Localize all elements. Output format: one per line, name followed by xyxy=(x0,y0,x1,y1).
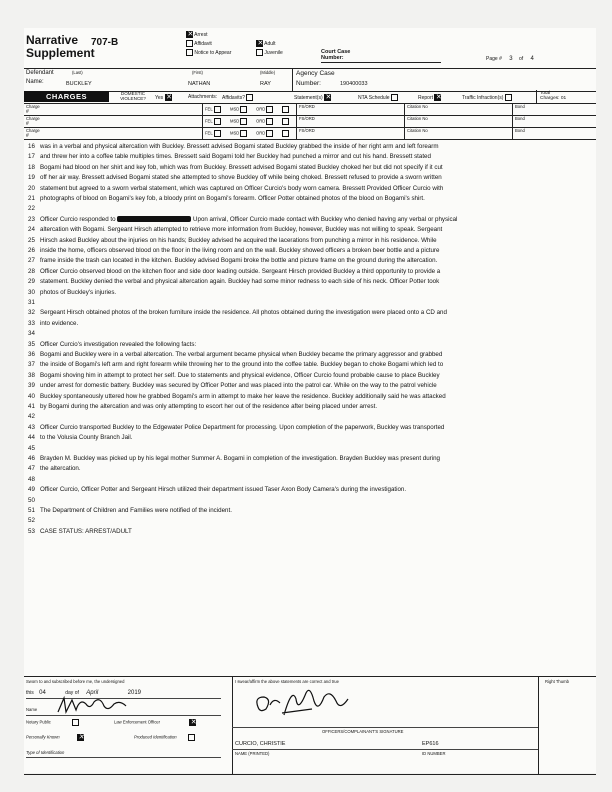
notary-signature xyxy=(54,694,134,716)
line-number: 31 xyxy=(28,299,35,306)
fel-checkbox[interactable] xyxy=(214,106,221,113)
title-line-2: Supplement xyxy=(26,46,95,60)
line-text: off her air way. Bressett advised Bogami stated she attempted to shove Buckley off while being choked. Bressett refused to provide a sworn written xyxy=(40,174,442,182)
dv-yes-checkbox[interactable] xyxy=(165,94,172,101)
narrative-line xyxy=(28,392,594,402)
narrative-line xyxy=(28,184,594,194)
court-case-underline xyxy=(321,62,441,63)
line-number: 39 xyxy=(28,382,35,390)
msd-option xyxy=(230,130,247,137)
line-number: 36 xyxy=(28,351,35,358)
court-case-number xyxy=(321,49,350,61)
charge-line xyxy=(24,127,596,139)
citation-label: Citation No xyxy=(407,128,428,133)
narrative-line xyxy=(28,277,594,287)
produced-id-checkbox[interactable] xyxy=(188,734,195,741)
fel-label: FEL xyxy=(205,118,213,124)
name-printed-label: NAME (PRINTED) xyxy=(235,751,270,756)
narrative-line xyxy=(28,256,594,266)
narrative-line xyxy=(28,246,594,256)
narrative-line xyxy=(28,464,594,474)
charges-bar-row xyxy=(24,90,596,104)
adult-label: Adult xyxy=(264,41,276,47)
charge-number: # xyxy=(26,109,29,115)
line-text: Bogami shoving him in attempt to protect her self. Due to statements and physical evidence, Officer Curcio found probable cause to place Buckley xyxy=(40,371,440,379)
page-current: 3 xyxy=(509,56,513,62)
line-text: the altercation. xyxy=(40,465,81,473)
line-number: 30 xyxy=(28,288,35,296)
notary-name-label: Name xyxy=(26,707,38,712)
narrative-line xyxy=(28,496,594,506)
redaction-bar xyxy=(117,216,191,222)
statements-checkbox[interactable] xyxy=(324,94,331,101)
line-number: 48 xyxy=(28,475,35,483)
narrative-supplement-form xyxy=(24,28,596,773)
line-number: 35 xyxy=(28,340,35,348)
right-thumb-box xyxy=(538,677,597,774)
notary-block xyxy=(24,677,233,774)
divider xyxy=(292,69,293,91)
arrest-checkbox[interactable] xyxy=(186,31,193,38)
narrative-line xyxy=(28,340,594,350)
divider xyxy=(202,115,203,127)
charges-header: CHARGES xyxy=(24,91,109,102)
affidavits-checkbox[interactable] xyxy=(246,94,253,101)
this-label: this xyxy=(26,690,34,696)
fel-label: FEL xyxy=(205,106,213,112)
page-label: Page # xyxy=(486,56,502,62)
line-text: CASE STATUS: ARREST/ADULT xyxy=(40,527,132,535)
fel-label: FEL xyxy=(205,130,213,136)
narrative-line xyxy=(28,381,594,391)
fel-option xyxy=(205,106,221,113)
leo-checkbox[interactable] xyxy=(189,719,196,726)
divider xyxy=(202,103,203,115)
citation-label: Citation No xyxy=(407,104,428,109)
line-text: and threw her into a coffee table multiples times. Bressett said Bogami told her Buckley had punched a mirror and cut his hand. Bressett stated xyxy=(40,153,431,161)
page-indicator xyxy=(486,56,534,62)
agency-case-number: 190400033 xyxy=(340,81,368,87)
narrative-line xyxy=(28,402,594,412)
day-of-label: day of xyxy=(65,690,79,696)
narrative-line xyxy=(28,204,594,214)
line-number: 34 xyxy=(28,330,35,338)
divider xyxy=(512,115,513,127)
divider xyxy=(296,127,297,139)
line-text: Hirsch asked Buckley about the injuries on his hands; Buckley advised he acquired the lacerations from punching a mirror in his residence. While xyxy=(40,236,437,244)
line-text: statement. Buckley denied the verbal and physical altercation again. Buckley had some minor redness to each side of his neck. Officer Potter took xyxy=(40,278,440,286)
line-number: 51 xyxy=(28,507,35,514)
notice-to-appear-checkbox[interactable] xyxy=(186,49,193,56)
narrative-line xyxy=(28,308,594,318)
line-text: statement but agreed to a sworn verbal statement, which was captured on Officer Curcio's body worn camera. Bressett Provided Officer Curcio with xyxy=(40,184,444,192)
narrative-line xyxy=(28,485,594,495)
form-number: 707-B xyxy=(91,37,119,48)
defendant-label: Defendant xyxy=(26,70,54,76)
narrative-line xyxy=(28,350,594,360)
report xyxy=(418,94,441,101)
extra-checkbox[interactable] xyxy=(282,106,289,113)
fel-option xyxy=(205,130,221,137)
middle-label: (Middle) xyxy=(260,70,276,75)
domestic-violence-label: DOMESTIC VIOLENCE? xyxy=(120,91,146,101)
charge-number: # xyxy=(26,121,29,127)
statements xyxy=(294,94,331,101)
narrative-line xyxy=(28,173,594,183)
divider xyxy=(296,103,297,115)
signature-line xyxy=(232,727,538,728)
line-number: 18 xyxy=(28,163,35,171)
personally-known xyxy=(26,734,84,741)
msd-checkbox[interactable] xyxy=(240,118,247,125)
charge-number: # xyxy=(26,133,29,139)
nta-schedule xyxy=(358,94,398,101)
line-number: 19 xyxy=(28,174,35,182)
line-number: 43 xyxy=(28,423,35,431)
divider xyxy=(296,115,297,127)
line-number: 24 xyxy=(28,226,35,234)
affidavit-label: Affidavit xyxy=(194,41,212,47)
msd-label: MSD xyxy=(230,130,240,136)
name-underline xyxy=(26,715,221,716)
fel-option xyxy=(205,118,221,125)
line-number: 21 xyxy=(28,195,35,202)
juvenile-checkbox[interactable] xyxy=(256,49,263,56)
notary-public xyxy=(26,719,79,726)
attachments-label: Attachments: xyxy=(188,94,218,100)
agency-number-label: Number: xyxy=(296,80,321,87)
age-type-checkboxes xyxy=(256,40,283,58)
citation-label: Citation No xyxy=(407,116,428,121)
nta-schedule-label: NTA Schedule xyxy=(358,94,390,101)
affirm-label: I swear/affirm the above statements are correct and true xyxy=(235,679,339,684)
officer-signature xyxy=(252,683,362,723)
charge-label: Charge xyxy=(26,104,40,109)
sworn-day: 04 xyxy=(39,690,46,696)
line-number: 49 xyxy=(28,486,35,494)
line-text: inside the home, officers observed blood on the floor in the living room and on the wall. Buckley showed officers a broken beer bottle and a picture xyxy=(40,247,440,254)
line-text: altercation with Bogami. Sergeant Hirsch attempted to retrieve more information from Buckley, however, Buckley was not willing to speak. Sergeant xyxy=(40,226,443,234)
right-thumb-label: Right Thumb xyxy=(545,679,569,684)
line-text: photographs of blood on Bogami's key fob, a bloody print on Bogami's forearm. Officer Potter obtained photos of the blood on Bogami's shirt. xyxy=(40,195,425,202)
ord-label: ORD xyxy=(256,106,266,112)
line-text: under arrest for domestic battery. Buckley was secured by Officer Potter and was placed into the patrol car. While on the way to the patrol vehicle xyxy=(40,382,437,390)
narrative-line xyxy=(28,454,594,464)
form-title xyxy=(26,34,95,60)
line-number: 27 xyxy=(28,257,35,265)
notice-to-appear-label: Notice to Appear xyxy=(194,50,232,56)
fs-ord-label: FS/ORD xyxy=(299,128,315,133)
narrative-line xyxy=(28,360,594,370)
defendant-middle-name: RAY xyxy=(260,81,271,87)
divider xyxy=(512,127,513,139)
agency-case-label: Agency Case xyxy=(296,70,335,77)
narrative-line xyxy=(28,423,594,433)
divider xyxy=(404,103,405,115)
line-text: Officer Curcio transported Buckley to the Edgewater Police Department for processing. Upon completion of the paperwork, Buckley was transported xyxy=(40,423,445,431)
msd-option xyxy=(230,118,247,125)
divider xyxy=(202,127,203,139)
narrative-line xyxy=(28,444,594,454)
line-number: 17 xyxy=(28,153,35,161)
affidavits-label: Affidavits? xyxy=(222,94,245,101)
line-number: 20 xyxy=(28,184,35,192)
msd-label: MSD xyxy=(230,106,240,112)
dv-yes xyxy=(155,94,172,101)
first-label: (First) xyxy=(192,70,203,75)
narrative-line xyxy=(28,225,594,235)
narrative-line xyxy=(28,267,594,277)
divider xyxy=(404,127,405,139)
ord-checkbox[interactable] xyxy=(266,118,273,125)
narrative-line xyxy=(28,329,594,339)
footer-section xyxy=(24,676,596,775)
ord-option xyxy=(256,130,273,137)
sworn-label: Sworn to and subscribed before me, the undersigned xyxy=(26,679,125,684)
narrative-body xyxy=(24,139,596,679)
officer-id: EP616 xyxy=(422,741,439,747)
msd-label: MSD xyxy=(230,118,240,124)
narrative-line xyxy=(28,516,594,526)
fel-checkbox[interactable] xyxy=(214,130,221,137)
defendant-last-name: BUCKLEY xyxy=(66,81,92,87)
line-number: 42 xyxy=(28,413,35,421)
divider xyxy=(536,90,537,103)
bond-label: Bond xyxy=(515,128,525,133)
divider xyxy=(404,115,405,127)
line-text: Officer Curcio, Officer Potter and Sergeant Hirsch utilized their department issued Taser Axon Body Camera's during the investigation. xyxy=(40,486,407,494)
personally-known-label: Personally Known xyxy=(26,734,60,740)
title-line-1: Narrative xyxy=(26,33,79,47)
extra-checkbox[interactable] xyxy=(282,130,289,137)
line-text: Officer Curcio observed blood on the kitchen floor and side door leading outside. Sergeant Hirsch provided Buckley a third opportunity to provide a xyxy=(40,267,441,275)
line-text: Bogami and Buckley were in a verbal altercation. The verbal argument became physical when Buckley became the primary aggressor and grabbed xyxy=(40,351,443,358)
msd-checkbox[interactable] xyxy=(240,130,247,137)
page-of: of xyxy=(518,56,524,62)
statements-label: Statement(s) xyxy=(294,94,323,101)
narrative-line xyxy=(28,194,594,204)
line-number: 53 xyxy=(28,527,35,535)
fel-checkbox[interactable] xyxy=(214,118,221,125)
last-label: (Last) xyxy=(72,70,83,75)
narrative-line xyxy=(28,298,594,308)
narrative-line xyxy=(28,371,594,381)
total-charges-label: Charges: xyxy=(540,96,560,101)
line-text: Buckley spontaneously uttered how he grabbed Bogami's arm in attempt to make her leave the residence. Buckley additionally said he was attacked xyxy=(40,392,446,400)
page-total: 4 xyxy=(530,56,534,62)
line-text: Sergeant Hirsch obtained photos of the broken furniture inside the residence. All photos obtained during the investigation were placed onto a CD and xyxy=(40,309,447,317)
charge-label: Charge xyxy=(26,116,40,121)
narrative-line xyxy=(28,152,594,162)
narrative-line xyxy=(28,236,594,246)
report-label: Report xyxy=(418,94,434,101)
narrative-line xyxy=(28,506,594,516)
defendant-row xyxy=(24,68,596,92)
charge-lines xyxy=(24,103,596,140)
line-number: 41 xyxy=(28,403,35,410)
line-number: 22 xyxy=(28,205,35,213)
line-number: 26 xyxy=(28,247,35,254)
line-number: 40 xyxy=(28,392,35,400)
juvenile-label: Juvenile xyxy=(264,50,283,56)
notary-public-label: Notary Public xyxy=(26,719,51,725)
line-number: 16 xyxy=(28,143,35,150)
narrative-line xyxy=(28,288,594,298)
extra-checkbox[interactable] xyxy=(282,118,289,125)
line-text: to the Volusia County Branch Jail. xyxy=(40,434,133,442)
line-number: 37 xyxy=(28,361,35,369)
line-text: The Department of Children and Families were notified of the incident. xyxy=(40,507,232,514)
leo xyxy=(114,719,196,726)
narrative-line xyxy=(28,412,594,422)
line-text: by Bogami during the altercation and was only attempting to escort her out of the residence after being placed under arrest. xyxy=(40,403,378,410)
report-type-checkboxes xyxy=(186,31,231,58)
id-number-label: ID NUMBER xyxy=(422,751,446,756)
dv-yes-label: Yes xyxy=(155,94,164,101)
line-text: Bogami had blood on her shirt and key fob, which was from Buckley. Bressett advised Bogami stated Buckley choked her but did not specify if it cut xyxy=(40,163,443,171)
traffic-infraction-label: Traffic Infraction(s) xyxy=(462,94,504,101)
line-number: 52 xyxy=(28,517,35,525)
defendant-first-name: NATHAN xyxy=(188,81,211,87)
msd-option xyxy=(230,106,247,113)
leo-label: Law Enforcement Officer xyxy=(114,719,161,725)
ord-label: ORD xyxy=(256,130,266,136)
produced-id-label: Produced Identification xyxy=(134,734,177,740)
narrative-line xyxy=(28,215,594,225)
line-number: 23 xyxy=(28,215,35,223)
line-number: 44 xyxy=(28,434,35,442)
type-of-identification-label: Type of Identification xyxy=(26,750,65,755)
line-text: frame inside the trash can located in the kitchen. Buckley advised Bogami broke the bottle and picture frame on the ground during the altercation. xyxy=(40,257,438,265)
officer-block xyxy=(232,677,538,774)
court-case-label: Court Case xyxy=(321,49,351,55)
personally-known-checkbox[interactable] xyxy=(77,734,84,741)
narrative-line xyxy=(28,163,594,173)
line-text: photos of Buckley's injuries. xyxy=(40,288,117,296)
line-number: 47 xyxy=(28,465,35,473)
bond-label: Bond xyxy=(515,116,525,121)
ord-checkbox[interactable] xyxy=(266,106,273,113)
fs-ord-label: FS/ORD xyxy=(299,116,315,121)
line-number: 45 xyxy=(28,444,35,452)
adult-checkbox[interactable] xyxy=(256,40,263,47)
sworn-year: 2019 xyxy=(127,690,142,696)
line-number: 46 xyxy=(28,455,35,462)
sworn-month: April xyxy=(86,690,99,696)
fs-ord-label: FS/ORD xyxy=(299,104,315,109)
ord-checkbox[interactable] xyxy=(266,130,273,137)
name-label: Name: xyxy=(26,79,44,85)
ord-label: ORD xyxy=(256,118,266,124)
line-text: Officer Curcio's investigation revealed the following facts: xyxy=(40,340,197,348)
traffic-infraction-checkbox[interactable] xyxy=(505,94,512,101)
type-id-underline xyxy=(26,757,221,758)
narrative-line xyxy=(28,433,594,443)
line-text: Brayden M. Buckley was picked up by his legal mother Summer A. Bogami in completion of the investigation. Brayden Buckley was present during xyxy=(40,455,440,462)
narrative-line xyxy=(28,142,594,152)
charge-label: Charge xyxy=(26,128,40,133)
line-text: the inside of Bogami's left arm and right forearm while throwing her to the ground into the coffee table. Buckley began to choke Bogami which led to xyxy=(40,361,444,369)
divider xyxy=(512,103,513,115)
notary-public-checkbox[interactable] xyxy=(72,719,79,726)
line-number: 25 xyxy=(28,236,35,244)
total-charges xyxy=(540,91,566,101)
ord-option xyxy=(256,106,273,113)
produced-id xyxy=(134,734,195,741)
line-text: was in a verbal and physical altercation with Buckley. Bressett advised Bogami stated Buckley grabbed the inside of her right arm and left forearm xyxy=(40,143,439,150)
line-number: 33 xyxy=(28,319,35,327)
narrative-line xyxy=(28,475,594,485)
line-text-continued: Upon arrival, Officer Curcio made contact with Buckley who denied having any verbal or physical xyxy=(193,215,458,223)
bond-label: Bond xyxy=(515,104,525,109)
arrest-label: Arrest xyxy=(194,32,208,38)
line-number: 29 xyxy=(28,278,35,286)
line-text: Officer Curcio responded to xyxy=(40,215,116,223)
line-number: 50 xyxy=(28,496,35,504)
nta-schedule-checkbox[interactable] xyxy=(391,94,398,101)
name-line xyxy=(232,749,538,750)
line-number: 32 xyxy=(28,309,35,317)
ord-option xyxy=(256,118,273,125)
court-case-number-label: Number: xyxy=(321,55,344,61)
officer-name: CURCIO, CHRISTIE xyxy=(235,741,286,747)
line-text: into evidence. xyxy=(40,319,79,327)
line-number: 28 xyxy=(28,267,35,275)
report-checkbox[interactable] xyxy=(434,94,441,101)
officers-signature-label: OFFICERS/COMPLAINANT'S SIGNATURE xyxy=(322,729,404,734)
traffic-infraction xyxy=(462,94,512,101)
msd-checkbox[interactable] xyxy=(240,106,247,113)
affidavit-checkbox[interactable] xyxy=(186,40,193,47)
total-label: Total xyxy=(540,91,551,96)
affidavits xyxy=(222,94,253,101)
total-charges-value: 01 xyxy=(560,96,567,101)
narrative-line xyxy=(28,527,594,537)
line-number: 38 xyxy=(28,371,35,379)
narrative-line xyxy=(28,319,594,329)
